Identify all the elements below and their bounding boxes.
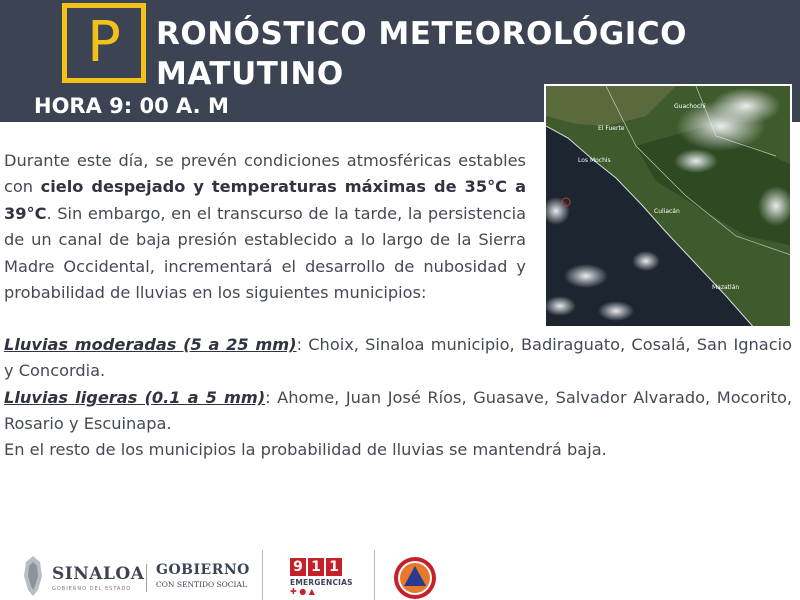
satellite-map-graphic <box>546 86 792 328</box>
moderate-rain-municipios: : Choix, Sinaloa municipio, Badiraguato, Cosalá, San Ignacio y Concordia. <box>4 335 792 381</box>
emergencias-911-logo <box>290 558 353 596</box>
forecast-time: HORA 9: 00 A. M <box>34 94 229 118</box>
footer-logos <box>0 546 800 600</box>
sinaloa-logo-text: SINALOA <box>52 564 145 584</box>
e911-digit: 1 <box>326 558 342 576</box>
map-label-culiacan: Culiacán <box>654 208 680 215</box>
map-label-guachochi: Guachochi <box>674 103 706 110</box>
e911-label: EMERGENCIAS <box>290 578 353 587</box>
moderate-rain-label: Lluvias moderadas (5 a 25 mm) <box>4 335 297 354</box>
forecast-text-b: . Sin embargo, en el transcurso de la tarde, la persistencia de un canal de baja presión establecido a lo largo de la Sierra Madre Occidental, incrementará el desarrollo de nubosidad y probabilidad de lluvias en los siguientes municipios: <box>4 203 526 303</box>
gobierno-logo-subtext: CON SENTIDO SOCIAL <box>156 580 247 589</box>
page-title-line1: RONÓSTICO METEOROLÓGICO <box>156 16 687 52</box>
moderate-rain-line <box>4 332 792 385</box>
map-label-los-mochis: Los Mochis <box>578 157 611 164</box>
light-rain-line <box>4 385 792 438</box>
light-rain-municipios: : Ahome, Juan José Ríos, Guasave, Salvador Alvarado, Mocorito, Rosario y Escuinapa. <box>4 388 793 434</box>
pronostico-logo-box <box>62 3 146 83</box>
footer-divider <box>146 564 147 592</box>
rest-municipios-line: En el resto de los municipios la probabilidad de lluvias se mantendrá baja. <box>4 440 607 459</box>
map-label-mazatlan: Mazatlán <box>712 284 740 291</box>
state-seal-icon <box>20 554 46 598</box>
light-rain-label: Lluvias ligeras (0.1 a 5 mm) <box>4 388 266 407</box>
footer-divider <box>374 550 375 600</box>
forecast-paragraph <box>4 148 526 306</box>
forecast-text-a: Durante este día, se prevén condiciones atmosféricas estables con <box>4 151 526 197</box>
map-label-el-fuerte: El Fuerte <box>598 125 625 132</box>
gobierno-logo-text: GOBIERNO <box>156 562 250 578</box>
footer-divider <box>262 550 263 600</box>
page-title-line2: MATUTINO <box>156 56 344 92</box>
forecast-text-bold: cielo despejado y temperaturas máximas de 35°C a 39°C <box>4 177 526 223</box>
e911-digit: 1 <box>308 558 324 576</box>
proteccion-civil-logo-icon <box>393 556 437 600</box>
logo-letter: P <box>87 10 121 75</box>
satellite-image <box>544 84 792 328</box>
emergency-services-icon: ✚ ● ▲ <box>290 587 315 596</box>
e911-digit: 9 <box>290 558 306 576</box>
sinaloa-logo-subtext: GOBIERNO DEL ESTADO <box>52 586 132 592</box>
